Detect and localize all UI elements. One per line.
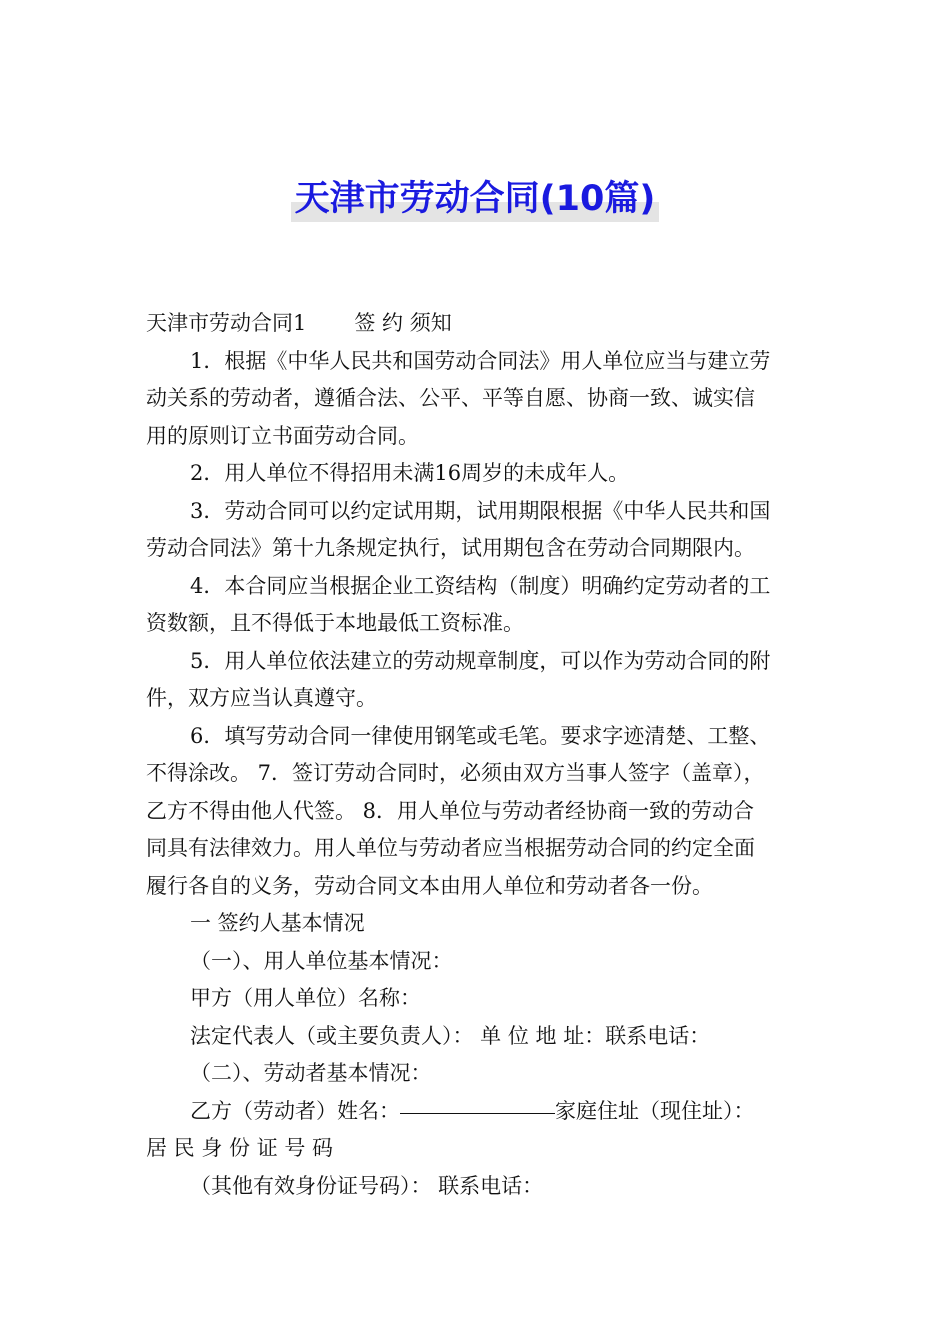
body-line: 同具有法律效力。用人单位与劳动者应当根据劳动合同的约定全面 [146,836,755,860]
body-line: 6．填写劳动合同一律使用钢笔或毛笔。要求字迹清楚、工整、 [190,723,771,748]
body-line: 4．本合同应当根据企业工资结构（制度）明确约定劳动者的工 [190,573,771,598]
name-blank-line [400,1112,555,1114]
body-line: 不得涂改。 7．签订劳动合同时，必须由双方当事人签字（盖章）， [146,761,765,785]
contract-heading: 天津市劳动合同1 [146,311,307,335]
body-line: 1．根据《中华人民共和国劳动合同法》用人单位应当与建立劳 [190,348,771,373]
form-field-line: 法定代表人（或主要负责人）： 单 位 地 址：联系电话： [190,1023,711,1048]
title-container [0,176,950,222]
body-line: 履行各自的义务，劳动合同文本由用人单位和劳动者各一份。 [146,873,713,898]
body-line: 件，双方应当认真遵守。 [146,686,377,710]
subsection-title: （二）、劳动者基本情况： [190,1061,432,1085]
document-title: 天津市劳动合同(10篇) [291,176,660,222]
section-heading [146,305,810,343]
form-field-line: 居 民 身 份 证 号 码 [146,1136,334,1160]
body-line: 乙方不得由他人代签。 8．用人单位与劳动者经协商一致的劳动合 [146,798,755,823]
signing-notice-heading: 签 约 须知 [354,311,452,335]
body-line: 2．用人单位不得招用未满16周岁的未成年人。 [190,461,630,485]
body-line: 3．劳动合同可以约定试用期，试用期限根据《中华人民共和国 [190,498,771,523]
section-title: 一 签约人基本情况 [190,911,365,935]
worker-name-label: 乙方（劳动者）姓名： [190,1098,400,1123]
subsection-title: （一）、用人单位基本情况： [190,948,453,973]
form-field-line: （其他有效身份证号码）： 联系电话： [190,1173,544,1198]
form-field-line [146,1093,810,1131]
home-address-label: 家庭住址（现住址）： [555,1098,755,1123]
body-line: 用的原则订立书面劳动合同。 [146,423,419,448]
body-line: 资数额，且不得低于本地最低工资标准。 [146,611,524,635]
body-line: 劳动合同法》第十九条规定执行，试用期包含在劳动合同期限内。 [146,536,755,560]
body-line: 动关系的劳动者，遵循合法、公平、平等自愿、协商一致、诚实信 [146,386,755,410]
form-field-line: 甲方（用人单位）名称： [190,986,421,1010]
document-body [146,305,810,1205]
body-line: 5．用人单位依法建立的劳动规章制度，可以作为劳动合同的附 [190,648,771,673]
